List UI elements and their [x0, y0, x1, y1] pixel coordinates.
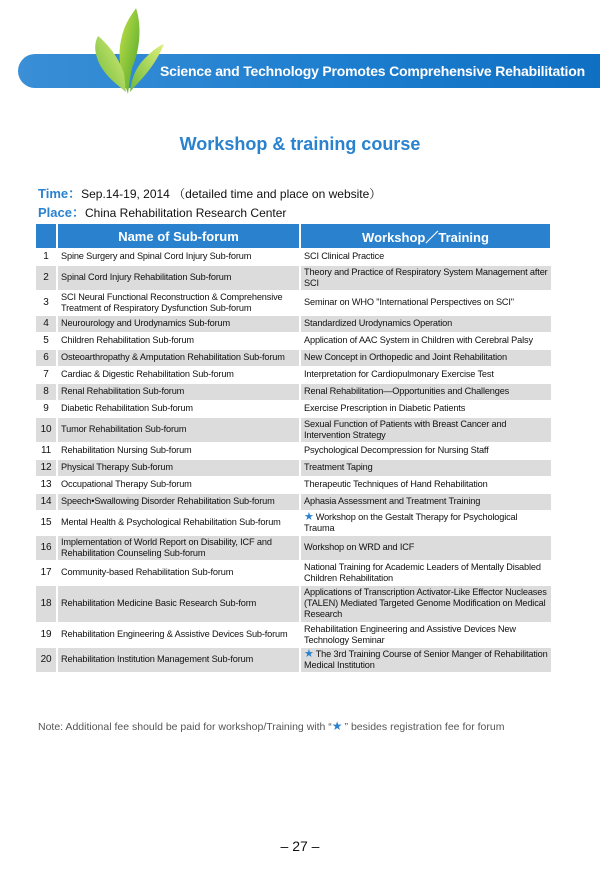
workshop-cell [300, 585, 551, 622]
table-row [36, 400, 551, 417]
subforum-cell: Neurourology and Urodynamics Sub-forum [57, 315, 300, 332]
row-number: 6 [36, 349, 57, 366]
table-row [36, 349, 551, 366]
row-number: 15 [36, 510, 57, 535]
workshop-text: Aphasia Assessment and Treatment Training [304, 496, 481, 506]
workshop-cell [300, 535, 551, 560]
workshop-text: Theory and Practice of Respiratory System Management after SCI [304, 266, 548, 288]
time-label: Time： [38, 186, 82, 201]
workshop-cell [300, 622, 551, 647]
workshop-cell [300, 400, 551, 417]
workshop-text: SCI Clinical Practice [304, 250, 385, 261]
table-row [36, 248, 551, 265]
table-row [36, 647, 551, 672]
row-number: 16 [36, 535, 57, 560]
row-number: 4 [36, 315, 57, 332]
workshop-text: National Training for Academic Leaders of Mentally Disabled Children Rehabilitation [304, 561, 541, 583]
workshop-cell [300, 349, 551, 366]
workshop-text: Renal Rehabilitation—Opportunities and Challenges [304, 386, 510, 396]
workshop-text: Rehabilitation Engineering and Assistive Devices New Technology Seminar [304, 623, 516, 645]
subforum-cell: SCI Neural Functional Reconstruction & Comprehensive Treatment of Respiratory Dysfunction Sub-forum [57, 290, 300, 315]
workshop-text: Application of AAC System in Children with Cerebral Palsy [304, 335, 533, 345]
meta-place [38, 202, 286, 221]
workshop-cell [300, 383, 551, 400]
row-number: 19 [36, 622, 57, 647]
row-number: 18 [36, 585, 57, 622]
subforum-cell: Cardiac & Digestic Rehabilitation Sub-forum [57, 366, 300, 383]
subforum-cell: Physical Therapy Sub-forum [57, 459, 300, 476]
table-row [36, 510, 551, 535]
row-number: 8 [36, 383, 57, 400]
table-row [36, 493, 551, 510]
row-number: 9 [36, 400, 57, 417]
header-subforum: Name of Sub-forum [57, 224, 300, 248]
footnote [38, 719, 504, 733]
star-icon: ★ [304, 510, 314, 523]
table-row [36, 332, 551, 349]
subforum-cell: Renal Rehabilitation Sub-forum [57, 383, 300, 400]
workshop-text: Sexual Function of Patients with Breast Cancer and Intervention Strategy [304, 418, 507, 440]
subforum-cell: Mental Health & Psychological Rehabilitation Sub-forum [57, 510, 300, 535]
workshop-text: The 3rd Training Course of Senior Manger of Rehabilitation Medical Institution [304, 648, 548, 670]
workshop-text: Psychological Decompression for Nursing Staff [304, 445, 489, 455]
row-number: 20 [36, 647, 57, 672]
workshop-cell [300, 366, 551, 383]
row-number: 7 [36, 366, 57, 383]
subforum-cell: Rehabilitation Engineering & Assistive Devices Sub-forum [57, 622, 300, 647]
table-row [36, 560, 551, 585]
workshop-cell [300, 647, 551, 672]
row-number: 17 [36, 560, 57, 585]
workshop-cell [300, 315, 551, 332]
workshop-cell [300, 290, 551, 315]
workshop-text: Workshop on the Gestalt Therapy for Psychological Trauma [304, 511, 518, 533]
row-number: 3 [36, 290, 57, 315]
row-number: 14 [36, 493, 57, 510]
subforum-cell: Occupational Therapy Sub-forum [57, 476, 300, 493]
subforum-cell: Implementation of World Report on Disability, ICF and Rehabilitation Counseling Sub-forum [57, 535, 300, 560]
workshop-cell [300, 476, 551, 493]
page-title: Workshop & training course [179, 134, 421, 154]
row-number: 1 [36, 248, 57, 265]
table-header-row [36, 224, 551, 248]
workshop-text: Applications of Transcription Activator-Like Effector Nucleases (TALEN) Mediated Targeted Genome Modification on Medical Research [304, 587, 547, 619]
workshop-cell [300, 265, 551, 290]
workshop-text: Interpretation for Cardiopulmonary Exercise Test [304, 369, 494, 379]
row-number: 13 [36, 476, 57, 493]
table-row [36, 476, 551, 493]
table-row [36, 585, 551, 622]
workshop-text: Standardized Urodynamics Operation [304, 318, 453, 328]
header-banner [0, 0, 600, 110]
subforum-cell: Osteoarthropathy & Amputation Rehabilitation Sub-forum [57, 349, 300, 366]
workshop-text: Treatment Taping [304, 462, 373, 472]
subforum-cell: Children Rehabilitation Sub-forum [57, 332, 300, 349]
banner-tagline: Science and Technology Promotes Comprehensive Rehabilitation [160, 63, 585, 79]
row-number: 12 [36, 459, 57, 476]
table-row [36, 535, 551, 560]
star-icon: ★ [304, 647, 314, 660]
subforum-cell: Rehabilitation Medicine Basic Research Sub-form [57, 585, 300, 622]
table-row [36, 366, 551, 383]
workshop-table [36, 224, 552, 673]
row-number: 10 [36, 417, 57, 442]
note-after: ” besides registration fee for forum [344, 721, 505, 733]
workshop-text: Seminar on WHO "International Perspectives on SCI" [304, 297, 514, 307]
table-row [36, 459, 551, 476]
workshop-text: Workshop on WRD and ICF [304, 542, 415, 552]
workshop-cell [300, 510, 551, 535]
workshop-cell [300, 560, 551, 585]
workshop-cell [300, 442, 551, 459]
header-number [36, 224, 57, 248]
table-row [36, 417, 551, 442]
table-row [36, 290, 551, 315]
table-row [36, 383, 551, 400]
place-value: China Rehabilitation Research Center [84, 206, 287, 220]
leaf-logo-icon [92, 6, 168, 96]
subforum-cell: Speech•Swallowing Disorder Rehabilitation Sub-forum [57, 493, 300, 510]
workshop-cell [300, 248, 551, 265]
workshop-cell [300, 459, 551, 476]
row-number: 5 [36, 332, 57, 349]
workshop-text: Exercise Prescription in Diabetic Patients [304, 403, 466, 413]
subforum-cell: Tumor Rehabilitation Sub-forum [57, 417, 300, 442]
subforum-cell: Rehabilitation Nursing Sub-forum [57, 442, 300, 459]
subforum-cell: Spinal Cord Injury Rehabilitation Sub-forum [57, 265, 300, 290]
subforum-cell: Diabetic Rehabilitation Sub-forum [57, 400, 300, 417]
subforum-cell: Community-based Rehabilitation Sub-forum [57, 560, 300, 585]
subforum-cell: Rehabilitation Institution Management Sub-forum [57, 647, 300, 672]
workshop-text: Therapeutic Techniques of Hand Rehabilitation [304, 479, 488, 489]
table-row [36, 265, 551, 290]
time-value: Sep.14-19, 2014 （detailed time and place on website） [81, 187, 382, 201]
star-icon: ★ [331, 719, 343, 733]
note-before: Note: Additional fee should be paid for workshop/Training with “ [38, 721, 332, 733]
table-row [36, 622, 551, 647]
header-workshop: Workshop／Training [300, 224, 551, 248]
meta-time [38, 183, 381, 202]
subforum-cell: Spine Surgery and Spinal Cord Injury Sub-forum [57, 248, 300, 265]
table-row [36, 442, 551, 459]
workshop-cell [300, 493, 551, 510]
place-label: Place： [38, 205, 85, 220]
row-number: 11 [36, 442, 57, 459]
table-row [36, 315, 551, 332]
row-number: 2 [36, 265, 57, 290]
workshop-cell [300, 332, 551, 349]
workshop-cell [300, 417, 551, 442]
page-number: – 27 – [280, 838, 320, 854]
workshop-text: New Concept in Orthopedic and Joint Rehabilitation [304, 352, 507, 362]
